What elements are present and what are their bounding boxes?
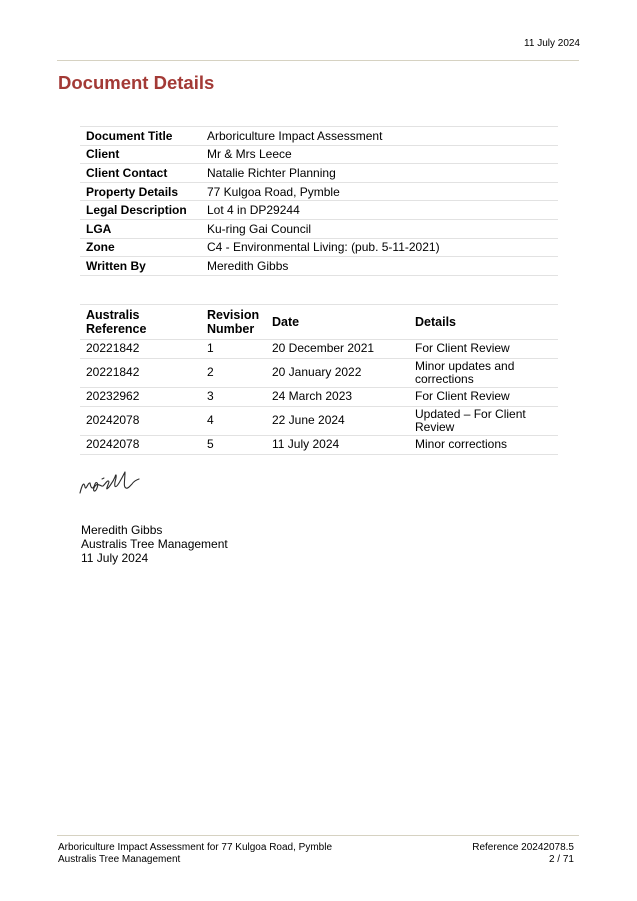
row-value: Ku-ring Gai Council	[201, 219, 558, 238]
cell-details: For Client Review	[409, 340, 558, 359]
table-row	[80, 127, 558, 146]
table-row	[80, 407, 558, 436]
table-header-row	[80, 305, 558, 340]
row-value: 77 Kulgoa Road, Pymble	[201, 182, 558, 201]
footer-company: Australis Tree Management	[58, 854, 181, 865]
table-row	[80, 145, 558, 164]
cell-revision: 3	[201, 388, 266, 407]
cell-reference: 20221842	[80, 340, 201, 359]
row-value: Meredith Gibbs	[201, 257, 558, 276]
footer-divider	[57, 835, 579, 836]
row-value: Natalie Richter Planning	[201, 164, 558, 183]
table-row	[80, 219, 558, 238]
cell-revision: 4	[201, 407, 266, 436]
row-value: C4 - Environmental Living: (pub. 5-11-2021)	[201, 238, 558, 257]
cell-reference: 20221842	[80, 359, 201, 388]
table-row	[80, 164, 558, 183]
table-row	[80, 238, 558, 257]
revision-history-table	[80, 304, 558, 455]
signoff-block	[81, 523, 228, 565]
cell-details: Minor corrections	[409, 436, 558, 455]
cell-revision: 1	[201, 340, 266, 359]
table-row	[80, 340, 558, 359]
table-row	[80, 201, 558, 220]
table-row	[80, 359, 558, 388]
handwritten-signature	[78, 468, 142, 500]
footer-left	[58, 842, 332, 866]
row-label: Client Contact	[80, 164, 201, 183]
table-row	[80, 182, 558, 201]
column-header-revision: Revision Number	[201, 305, 266, 340]
row-label: Property Details	[80, 182, 201, 201]
page-title: Document Details	[58, 72, 215, 93]
signoff-name: Meredith Gibbs	[81, 523, 163, 537]
header-divider	[57, 60, 579, 61]
footer-right	[472, 842, 574, 866]
row-label: Client	[80, 145, 201, 164]
cell-reference: 20242078	[80, 436, 201, 455]
document-details-table	[80, 126, 558, 276]
column-header-date: Date	[266, 305, 409, 340]
cell-reference: 20242078	[80, 407, 201, 436]
cell-revision: 5	[201, 436, 266, 455]
footer-document-title: Arboriculture Impact Assessment for 77 Kulgoa Road, Pymble	[58, 842, 333, 853]
row-label: LGA	[80, 219, 201, 238]
row-value: Lot 4 in DP29244	[201, 201, 558, 220]
header-date: 11 July 2024	[524, 38, 580, 49]
cell-date: 20 December 2021	[266, 340, 409, 359]
cell-date: 20 January 2022	[266, 359, 409, 388]
row-label: Written By	[80, 257, 201, 276]
signoff-company: Australis Tree Management	[81, 537, 228, 551]
column-header-reference: Australis Reference	[80, 305, 201, 340]
table-row	[80, 388, 558, 407]
signoff-date: 11 July 2024	[81, 551, 149, 565]
cell-date: 11 July 2024	[266, 436, 409, 455]
cell-date: 24 March 2023	[266, 388, 409, 407]
table-row	[80, 436, 558, 455]
footer-reference: Reference 20242078.5	[472, 842, 574, 853]
row-label: Zone	[80, 238, 201, 257]
cell-reference: 20232962	[80, 388, 201, 407]
column-header-details: Details	[409, 305, 558, 340]
row-value: Arboriculture Impact Assessment	[201, 127, 558, 146]
table-row	[80, 257, 558, 276]
cell-details: Updated – For Client Review	[409, 407, 558, 436]
cell-details: For Client Review	[409, 388, 558, 407]
cell-revision: 2	[201, 359, 266, 388]
cell-details: Minor updates and corrections	[409, 359, 558, 388]
cell-date: 22 June 2024	[266, 407, 409, 436]
row-value: Mr & Mrs Leece	[201, 145, 558, 164]
page-number: 2 / 71	[548, 854, 574, 865]
row-label: Legal Description	[80, 201, 201, 220]
row-label: Document Title	[80, 127, 201, 146]
